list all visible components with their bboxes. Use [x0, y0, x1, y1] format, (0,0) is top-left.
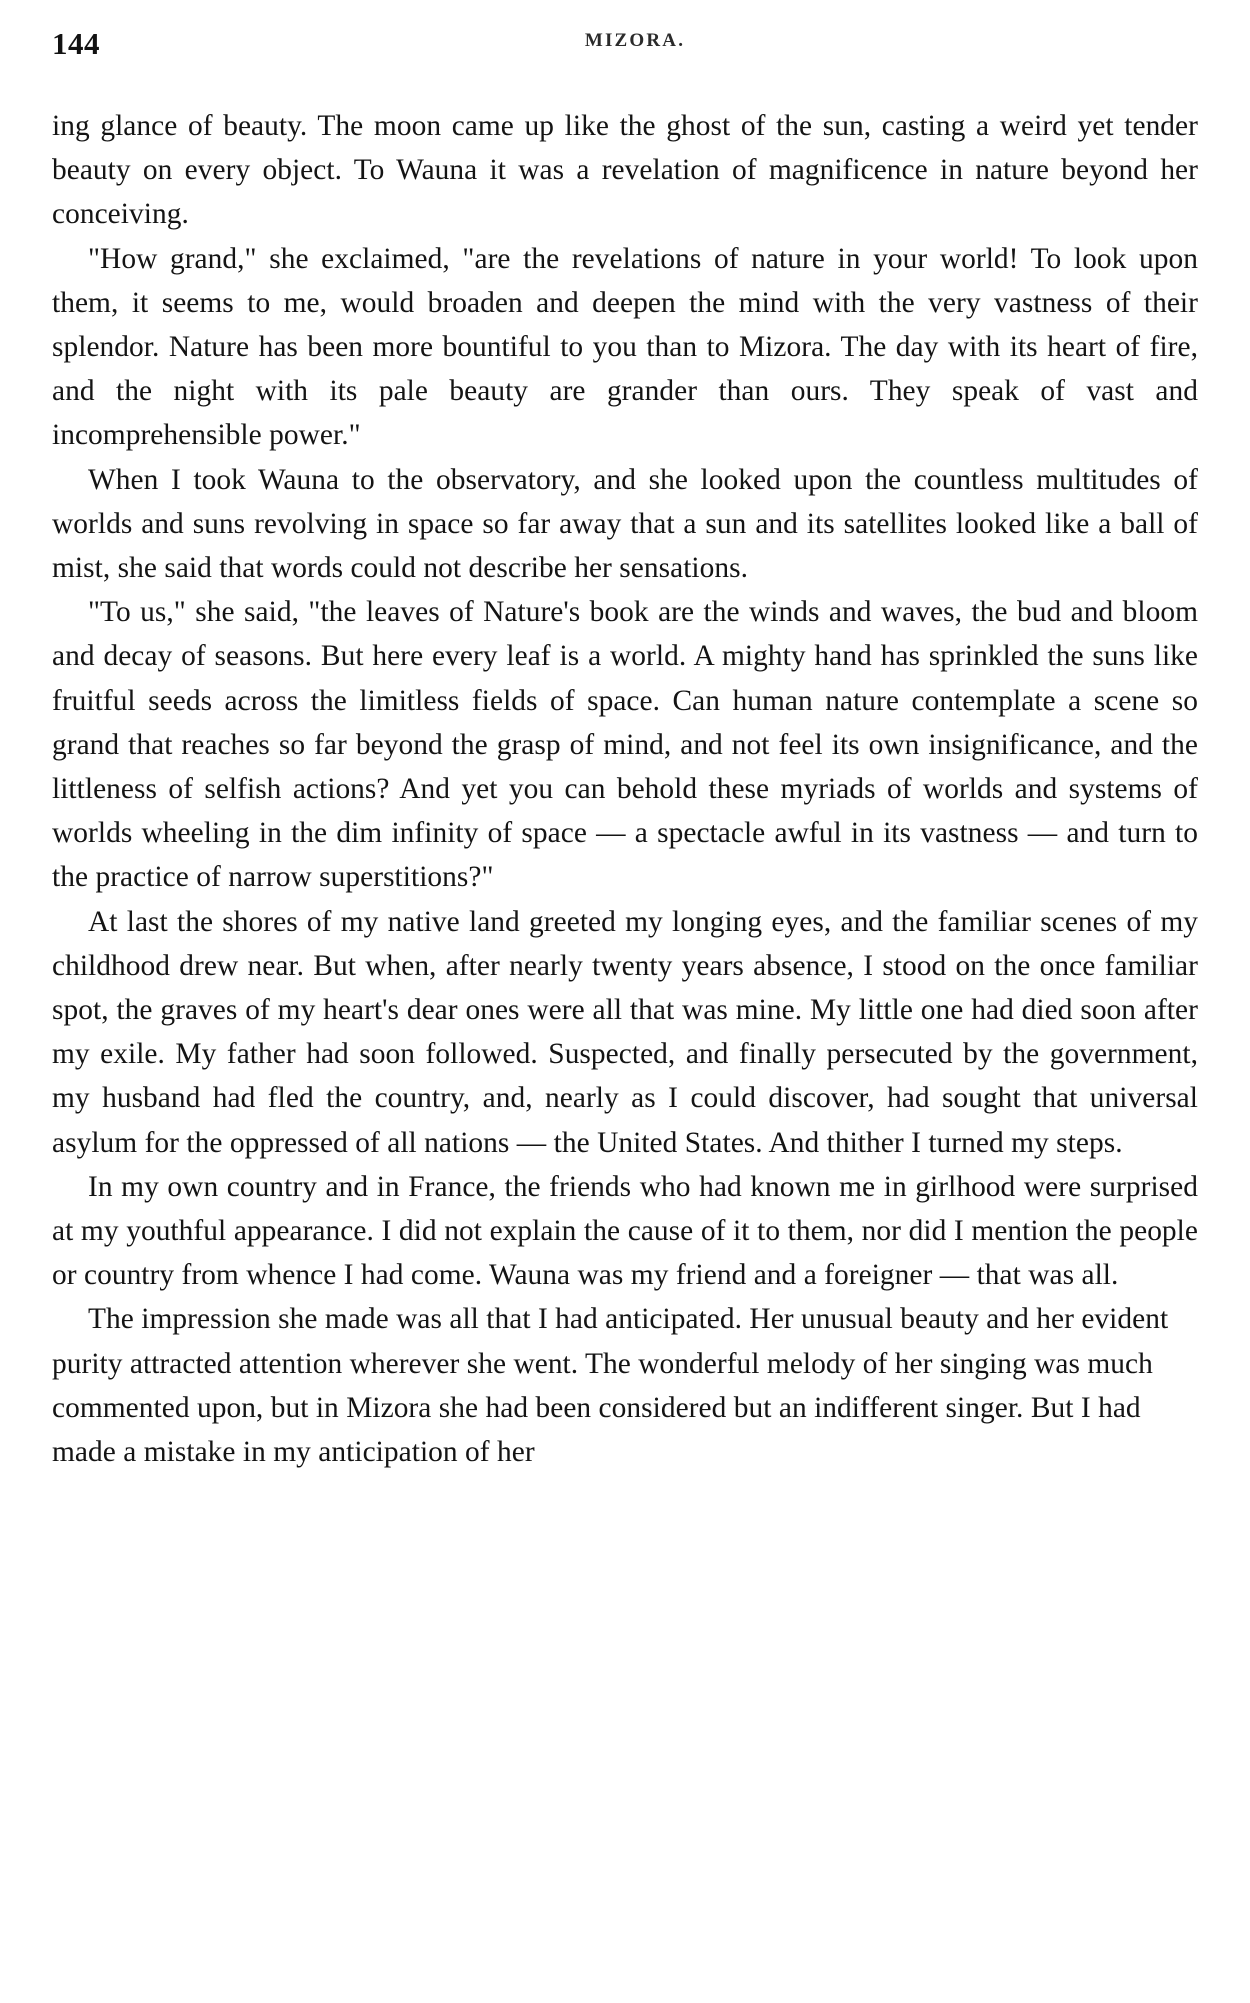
- page-number: 144: [52, 26, 100, 61]
- paragraph: "How grand," she exclaimed, "are the revelations of nature in your world! To look upon them, it seems to me, would broaden and deepen the mind with the very vastness of their splendor. Nature has been more bountiful to you than to Mizora. The day with its heart of fire, and the night with its pale beauty are grander than ours. They speak of vast and incomprehensible power.": [52, 242, 1198, 452]
- book-title: MIZORA.: [584, 30, 686, 51]
- body-text: [30, 104, 1220, 1474]
- paragraph: The impression she made was all that I had anticipated. Her unusual beauty and her evident purity attracted attention wherever she went. The wonderful melody of her singing was much commented upon, but in Mizora she had been considered but an indifferent singer. But I had made a mistake in my anticipation of her: [52, 1303, 1169, 1469]
- paragraph: When I took Wauna to the observatory, and she looked upon the countless multitudes of worlds and suns revolving in space so far away that a sun and its satellites looked like a ball of mist, she said that words could not describe her sensations.: [52, 463, 1198, 585]
- paragraph: At last the shores of my native land greeted my longing eyes, and the familiar scenes of my childhood drew near. But when, after nearly twenty years absence, I stood on the once familiar spot, the graves of my heart's dear ones were all that was mine. My little one had died soon after my exile. My father had soon followed. Suspected, and finally persecuted by the government, my husband had fled the country, and, nearly as I could discover, had sought that universal asylum for the oppressed of all nations — the United States. And thither I turned my steps.: [52, 905, 1198, 1159]
- paragraph: ing glance of beauty. The moon came up like the ghost of the sun, casting a weird yet tender beauty on every object. To Wauna it was a revelation of magnificence in nature beyond her conceiving.: [52, 110, 1198, 231]
- paragraph: In my own country and in France, the friends who had known me in girlhood were surprised at my youthful appearance. I did not explain the cause of it to them, nor did I mention the people or country from whence I had come. Wauna was my friend and a foreigner — that was all.: [52, 1170, 1198, 1292]
- running-head: [30, 18, 1220, 70]
- paragraph: "To us," she said, "the leaves of Nature's book are the winds and waves, the bud and bloom and decay of seasons. But here every leaf is a world. A mighty hand has sprinkled the suns like fruitful seeds across the limitless fields of space. Can human nature contemplate a scene so grand that reaches so far beyond the grasp of mind, and not feel its own insignificance, and the littleness of selfish actions? And yet you can behold these myriads of worlds and systems of worlds wheeling in the dim infinity of space — a spectacle awful in its vastness — and turn to the practice of narrow superstitions?": [52, 596, 1198, 894]
